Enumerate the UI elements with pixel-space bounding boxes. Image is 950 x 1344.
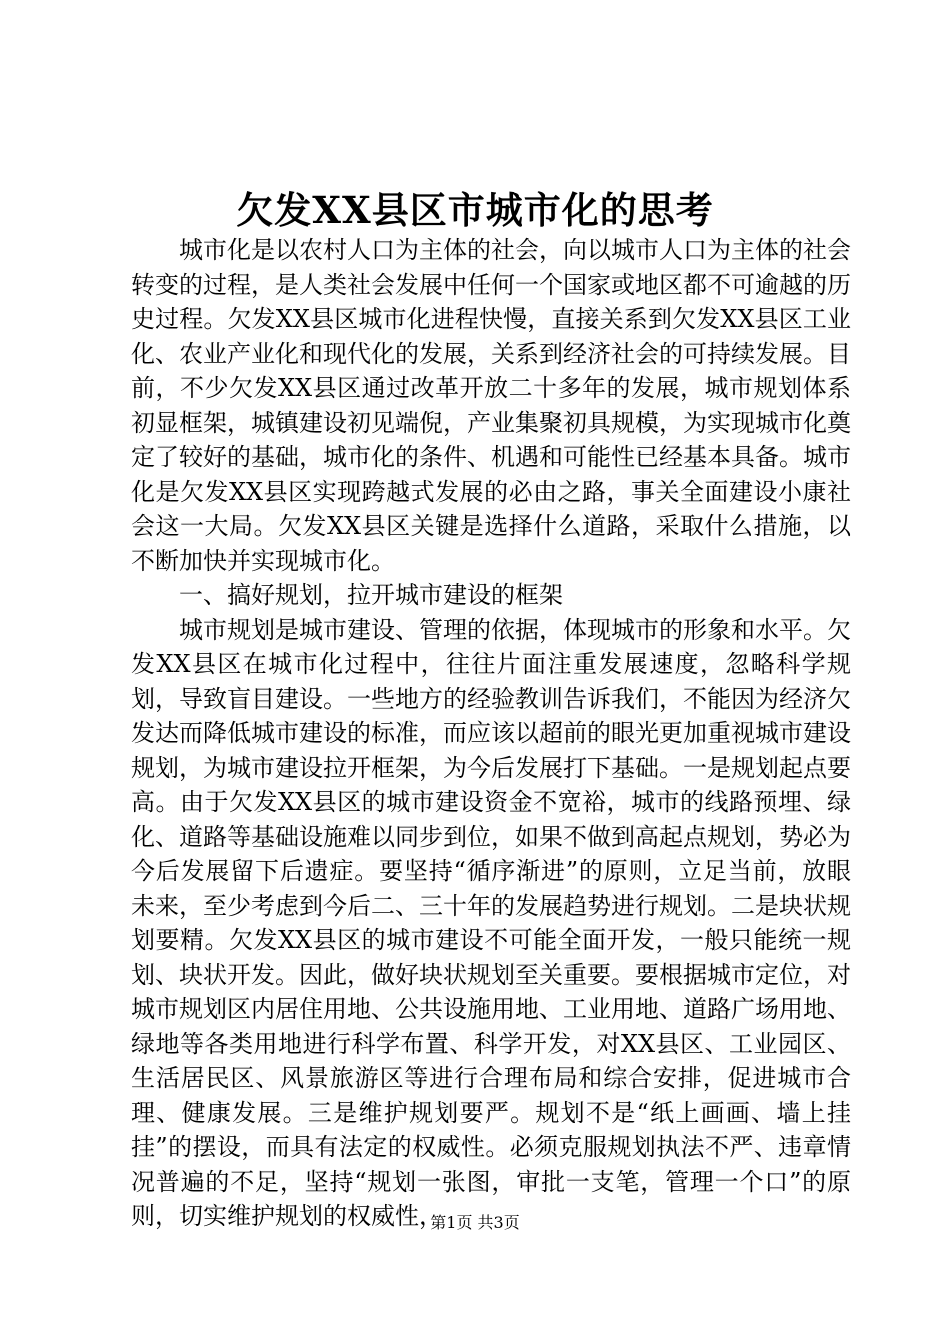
paragraph-intro: 城市化是以农村人口为主体的社会，向以城市人口为主体的社会转变的过程，是人类社会发展中任何一个国家或地区都不可逾越的历史过程。欠发XX县区城市化进程快慢，直接关系到欠发XX县区工业化、农业产业化和现代化的发展，关系到经济社会的可持续发展。目前，不少欠发XX县区通过改革开放二十多年的发展，城市规划体系初显框架，城镇建设初见端倪，产业集聚初具规模，为实现城市化奠定了较好的基础，城市化的条件、机遇和可能性已经基本具备。城市化是欠发XX县区实现跨越式发展的必由之路，事关全面建设小康社会这一大局。欠发XX县区关键是选择什么道路，采取什么措施，以不断加快并实现城市化。 (131, 236, 851, 575)
page-footer: 第1页 共3页 (430, 1213, 520, 1232)
document-body (131, 233, 851, 1234)
document-title: 欠发XX县区市城市化的思考 (236, 188, 714, 232)
section-heading-1: 一、搞好规划，拉开城市建设的框架 (179, 581, 563, 609)
paragraph-planning: 城市规划是城市建设、管理的依据，体现城市的形象和水平。欠发XX县区在城市化过程中，往往片面注重发展速度，忽略科学规划，导致盲目建设。一些地方的经验教训告诉我们，不能因为经济欠发达而降低城市建设的标准，而应该以超前的眼光更加重视城市建设规划，为城市建设拉开框架，为今后发展打下基础。一是规划起点要高。由于欠发XX县区的城市建设资金不宽裕，城市的线路预埋、绿化、道路等基础设施难以同步到位，如果不做到高起点规划，势必为今后发展留下后遗症。要坚持“循序渐进”的原则，立足当前，放眼未来，至少考虑到今后二、三十年的发展趋势进行规划。二是块状规划要精。欠发XX县区的城市建设不可能全面开发，一般只能统一规划、块状开发。因此，做好块状规划至关重要。要根据城市定位，对城市规划区内居住用地、公共设施用地、工业用地、道路广场用地、绿地等各类用地进行科学布置、科学开发，对XX县区、工业园区、生活居民区、风景旅游区等进行合理布局和综合安排，促进城市合理、健康发展。三是维护规划要严。规划不是“纸上画画、墙上挂挂”的摆设，而具有法定的权威性。必须克服规划执法不严、违章情况普遍的不足，坚持“规划一张图，审批一支笔，管理一个口”的原则，切实维护规划的权威性， (131, 615, 851, 1230)
